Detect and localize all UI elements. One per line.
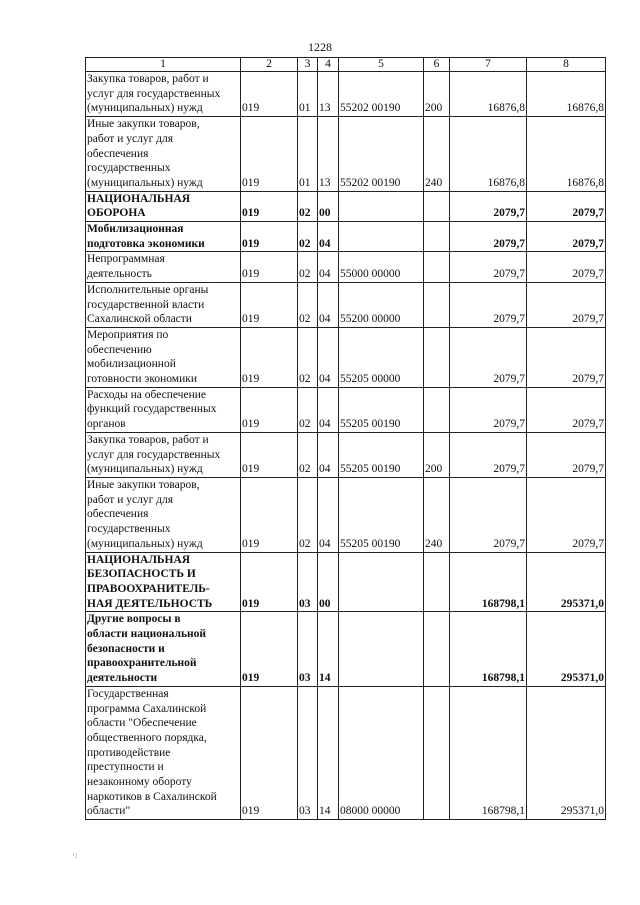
subsection-cell: 13 xyxy=(318,72,339,117)
section-cell: 03 xyxy=(298,552,318,612)
subsection-cell: 13 xyxy=(318,117,339,192)
expense-type-cell: 200 xyxy=(424,72,450,117)
amount-col8-cell: 2079,7 xyxy=(527,191,606,221)
expense-type-cell xyxy=(424,612,450,687)
column-header: 4 xyxy=(318,58,339,72)
column-number-row xyxy=(86,58,606,72)
amount-col7-cell: 2079,7 xyxy=(450,282,527,327)
column-header: 2 xyxy=(241,58,298,72)
amount-col7-cell: 2079,7 xyxy=(450,477,527,552)
row-name-cell: Государственная программа Сахалинской области "Обеспечение общественного порядка, противодействие преступности и незаконному обороту наркотиков в Сахалинской области" xyxy=(86,686,241,819)
section-cell: 02 xyxy=(298,477,318,552)
row-name-cell: Расходы на обеспечение функций государственных органов xyxy=(86,387,241,432)
table-row xyxy=(86,387,606,432)
target-article-cell xyxy=(339,191,424,221)
expense-type-cell: 240 xyxy=(424,477,450,552)
target-article-cell: 55202 00190 xyxy=(339,72,424,117)
admin-code-cell: 019 xyxy=(241,117,298,192)
table-row xyxy=(86,552,606,612)
admin-code-cell: 019 xyxy=(241,686,298,819)
budget-table xyxy=(85,57,606,820)
section-cell: 02 xyxy=(298,387,318,432)
admin-code-cell: 019 xyxy=(241,72,298,117)
row-name-cell: Иные закупки товаров, работ и услуг для обеспечения государственных (муниципальных) нужд xyxy=(86,477,241,552)
table-row xyxy=(86,252,606,282)
row-name-cell: Мероприятия по обеспечению мобилизационной готовности экономики xyxy=(86,327,241,387)
row-name-cell: Закупка товаров, работ и услуг для государственных (муниципальных) нужд xyxy=(86,72,241,117)
amount-col8-cell: 2079,7 xyxy=(527,222,606,252)
table-row xyxy=(86,686,606,819)
row-name-cell: Мобилизационная подготовка экономики xyxy=(86,222,241,252)
target-article-cell: 55000 00000 xyxy=(339,252,424,282)
section-cell: 01 xyxy=(298,117,318,192)
admin-code-cell: 019 xyxy=(241,327,298,387)
amount-col7-cell: 2079,7 xyxy=(450,222,527,252)
section-cell: 03 xyxy=(298,612,318,687)
row-name-cell: Иные закупки товаров, работ и услуг для обеспечения государственных (муниципальных) нужд xyxy=(86,117,241,192)
expense-type-cell xyxy=(424,252,450,282)
amount-col7-cell: 2079,7 xyxy=(450,191,527,221)
subsection-cell: 04 xyxy=(318,432,339,477)
section-cell: 02 xyxy=(298,327,318,387)
amount-col7-cell: 2079,7 xyxy=(450,432,527,477)
target-article-cell: 55200 00000 xyxy=(339,282,424,327)
admin-code-cell: 019 xyxy=(241,282,298,327)
row-name-cell: НАЦИОНАЛЬНАЯ БЕЗОПАСНОСТЬ И ПРАВООХРАНИТЕЛЬ- НАЯ ДЕЯТЕЛЬНОСТЬ xyxy=(86,552,241,612)
table-row xyxy=(86,327,606,387)
admin-code-cell: 019 xyxy=(241,252,298,282)
row-name-cell: Другие вопросы в области национальной безопасности и правоохранительной деятельности xyxy=(86,612,241,687)
table-row xyxy=(86,477,606,552)
subsection-cell: 04 xyxy=(318,282,339,327)
table-row xyxy=(86,612,606,687)
amount-col8-cell: 2079,7 xyxy=(527,477,606,552)
target-article-cell xyxy=(339,222,424,252)
target-article-cell xyxy=(339,552,424,612)
amount-col7-cell: 168798,1 xyxy=(450,612,527,687)
target-article-cell: 55202 00190 xyxy=(339,117,424,192)
amount-col7-cell: 168798,1 xyxy=(450,686,527,819)
admin-code-cell: 019 xyxy=(241,432,298,477)
amount-col7-cell: 2079,7 xyxy=(450,387,527,432)
target-article-cell: 55205 00190 xyxy=(339,432,424,477)
section-cell: 01 xyxy=(298,72,318,117)
target-article-cell: 55205 00190 xyxy=(339,477,424,552)
expense-type-cell xyxy=(424,552,450,612)
section-cell: 02 xyxy=(298,191,318,221)
column-header: 1 xyxy=(86,58,241,72)
amount-col7-cell: 2079,7 xyxy=(450,327,527,387)
subsection-cell: 04 xyxy=(318,477,339,552)
section-cell: 02 xyxy=(298,432,318,477)
amount-col7-cell: 16876,8 xyxy=(450,72,527,117)
target-article-cell xyxy=(339,612,424,687)
column-header: 3 xyxy=(298,58,318,72)
expense-type-cell xyxy=(424,222,450,252)
admin-code-cell: 019 xyxy=(241,191,298,221)
table-row xyxy=(86,117,606,192)
expense-type-cell xyxy=(424,387,450,432)
table-row xyxy=(86,432,606,477)
subsection-cell: 14 xyxy=(318,612,339,687)
expense-type-cell xyxy=(424,327,450,387)
column-header: 8 xyxy=(527,58,606,72)
section-cell: 02 xyxy=(298,252,318,282)
amount-col8-cell: 295371,0 xyxy=(527,552,606,612)
amount-col8-cell: 2079,7 xyxy=(527,387,606,432)
expense-type-cell xyxy=(424,282,450,327)
column-header: 6 xyxy=(424,58,450,72)
admin-code-cell: 019 xyxy=(241,552,298,612)
table-row xyxy=(86,282,606,327)
row-name-cell: Исполнительные органы государственной власти Сахалинской области xyxy=(86,282,241,327)
subsection-cell: 00 xyxy=(318,191,339,221)
admin-code-cell: 019 xyxy=(241,387,298,432)
table-row xyxy=(86,72,606,117)
expense-type-cell: 240 xyxy=(424,117,450,192)
subsection-cell: 04 xyxy=(318,222,339,252)
subsection-cell: 14 xyxy=(318,686,339,819)
target-article-cell: 55205 00190 xyxy=(339,387,424,432)
expense-type-cell xyxy=(424,191,450,221)
section-cell: 02 xyxy=(298,222,318,252)
amount-col8-cell: 295371,0 xyxy=(527,612,606,687)
subsection-cell: 04 xyxy=(318,327,339,387)
subsection-cell: 04 xyxy=(318,387,339,432)
section-cell: 02 xyxy=(298,282,318,327)
row-name-cell: Закупка товаров, работ и услуг для государственных (муниципальных) нужд xyxy=(86,432,241,477)
column-header: 5 xyxy=(339,58,424,72)
scan-mark: ·: xyxy=(72,850,78,860)
page-number: 1228 xyxy=(308,40,332,54)
amount-col8-cell: 2079,7 xyxy=(527,432,606,477)
table-row xyxy=(86,191,606,221)
amount-col8-cell: 16876,8 xyxy=(527,72,606,117)
amount-col7-cell: 2079,7 xyxy=(450,252,527,282)
subsection-cell: 00 xyxy=(318,552,339,612)
admin-code-cell: 019 xyxy=(241,477,298,552)
amount-col8-cell: 2079,7 xyxy=(527,327,606,387)
admin-code-cell: 019 xyxy=(241,222,298,252)
table-row xyxy=(86,222,606,252)
amount-col7-cell: 16876,8 xyxy=(450,117,527,192)
column-header: 7 xyxy=(450,58,527,72)
amount-col7-cell: 168798,1 xyxy=(450,552,527,612)
amount-col8-cell: 295371,0 xyxy=(527,686,606,819)
subsection-cell: 04 xyxy=(318,252,339,282)
admin-code-cell: 019 xyxy=(241,612,298,687)
target-article-cell: 55205 00000 xyxy=(339,327,424,387)
expense-type-cell: 200 xyxy=(424,432,450,477)
section-cell: 03 xyxy=(298,686,318,819)
row-name-cell: Непрограммная деятельность xyxy=(86,252,241,282)
amount-col8-cell: 16876,8 xyxy=(527,117,606,192)
amount-col8-cell: 2079,7 xyxy=(527,252,606,282)
amount-col8-cell: 2079,7 xyxy=(527,282,606,327)
row-name-cell: НАЦИОНАЛЬНАЯ ОБОРОНА xyxy=(86,191,241,221)
expense-type-cell xyxy=(424,686,450,819)
target-article-cell: 08000 00000 xyxy=(339,686,424,819)
